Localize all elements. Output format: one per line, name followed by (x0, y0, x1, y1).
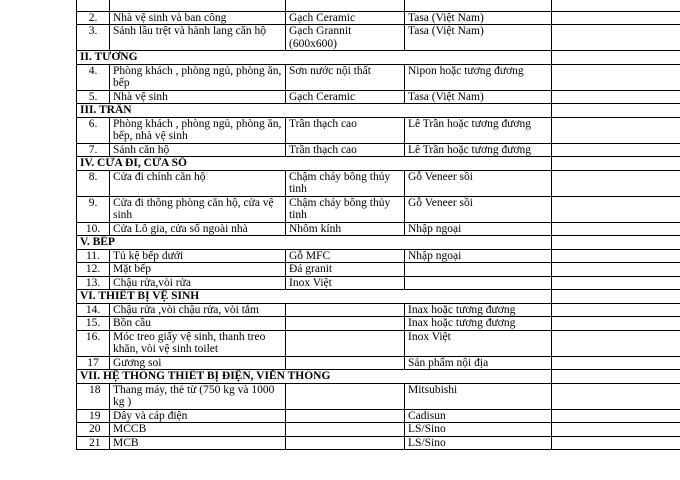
section-title: III. TRẦN (77, 104, 552, 118)
material-cell (286, 409, 405, 423)
table-row (77, 409, 680, 423)
item-number-cell: 6. (77, 117, 110, 143)
item-number-cell: 15. (77, 317, 110, 331)
item-name-cell: Chậu rửa,vòi rửa (110, 276, 286, 290)
table-row (77, 317, 680, 331)
item-number-cell (77, 0, 110, 11)
item-number-cell: 16. (77, 330, 110, 356)
notes-cell (552, 423, 680, 437)
material-cell: Sơn nước nội thất (286, 64, 405, 90)
brand-cell: Mitsubishi (405, 383, 552, 409)
notes-cell (552, 409, 680, 423)
item-name-cell: Nhà vệ sinh (110, 90, 286, 104)
item-number-cell: 12. (77, 263, 110, 277)
item-name-cell: MCB (110, 436, 286, 450)
brand-cell: Tasa (Việt Nam) (405, 11, 552, 25)
item-name-cell: Bồn cầu (110, 317, 286, 331)
section-header-row (77, 370, 680, 384)
item-number-cell: 5. (77, 90, 110, 104)
notes-cell (552, 303, 680, 317)
notes-cell (552, 117, 680, 143)
brand-cell: Cadisun (405, 409, 552, 423)
item-name-cell: Phòng khách , phòng ngủ, phòng ăn, bếp, nhà vệ sinh (110, 117, 286, 143)
notes-cell (552, 157, 680, 171)
table-row (77, 0, 680, 11)
item-name-cell: Phòng khách , phòng ngủ, phòng ăn, bếp (110, 64, 286, 90)
notes-cell (552, 51, 680, 65)
item-name-cell: Gương soi (110, 356, 286, 370)
section-header-row (77, 157, 680, 171)
table-row (77, 356, 680, 370)
section-title: V. BẾP (77, 236, 552, 250)
notes-cell (552, 249, 680, 263)
material-cell (286, 423, 405, 437)
item-number-cell: 2. (77, 11, 110, 25)
brand-cell: Tasa (Việt Nam) (405, 25, 552, 51)
table-row (77, 11, 680, 25)
notes-cell (552, 104, 680, 118)
notes-cell (552, 356, 680, 370)
material-cell (286, 317, 405, 331)
item-name-cell: Cửa đi thông phòng căn hộ, cửa vệ sinh (110, 196, 286, 222)
item-name-cell: Móc treo giấy vệ sinh, thanh treo khăn, vòi vệ sinh toilet (110, 330, 286, 356)
brand-cell: Nhập ngoại (405, 249, 552, 263)
table-row (77, 249, 680, 263)
item-name-cell: Chậu rửa ,vòi chậu rửa, vòi tắm (110, 303, 286, 317)
notes-cell (552, 222, 680, 236)
material-cell: Đá granit (286, 263, 405, 277)
item-name-cell: Tủ kệ bếp dưới (110, 249, 286, 263)
material-cell (286, 330, 405, 356)
section-header-row (77, 51, 680, 65)
item-name-cell: Sảnh căn hộ (110, 143, 286, 157)
material-cell: Trần thạch cao (286, 143, 405, 157)
section-header-row (77, 104, 680, 118)
table-row (77, 303, 680, 317)
section-header-row (77, 290, 680, 304)
item-name-cell: Dây và cáp điện (110, 409, 286, 423)
notes-cell (552, 64, 680, 90)
notes-cell (552, 436, 680, 450)
table-row (77, 330, 680, 356)
section-title: IV. CỬA ĐI, CỬA SỔ (77, 157, 552, 171)
table-row (77, 117, 680, 143)
material-cell: Gạch Ceramic (286, 90, 405, 104)
specification-table (76, 0, 680, 450)
item-name-cell: Sảnh lầu trệt và hành lang căn hộ (110, 25, 286, 51)
item-number-cell: 7. (77, 143, 110, 157)
section-header-row (77, 236, 680, 250)
item-number-cell: 19 (77, 409, 110, 423)
brand-cell: Sản phẩm nội địa (405, 356, 552, 370)
table-row (77, 64, 680, 90)
notes-cell (552, 276, 680, 290)
section-title: VI. THIẾT BỊ VỆ SINH (77, 290, 552, 304)
table-row (77, 436, 680, 450)
brand-cell: LS/Sino (405, 423, 552, 437)
material-cell: Chậm cháy bông thủy tinh (286, 196, 405, 222)
table-row (77, 90, 680, 104)
material-cell (286, 0, 405, 11)
notes-cell (552, 90, 680, 104)
table-row (77, 25, 680, 51)
notes-cell (552, 11, 680, 25)
item-name-cell: MCCB (110, 423, 286, 437)
item-number-cell: 20 (77, 423, 110, 437)
material-cell: Gạch Ceramic (286, 11, 405, 25)
table-row (77, 196, 680, 222)
material-cell: Chậm cháy bông thủy tinh (286, 170, 405, 196)
brand-cell: Inox Việt (405, 330, 552, 356)
item-number-cell: 9. (77, 196, 110, 222)
notes-cell (552, 370, 680, 384)
material-cell: Gạch Grannit (600x600) (286, 25, 405, 51)
notes-cell (552, 25, 680, 51)
brand-cell: Nhập ngoại (405, 222, 552, 236)
material-cell: Inox Việt (286, 276, 405, 290)
brand-cell: Inax hoặc tương đương (405, 303, 552, 317)
table-row (77, 276, 680, 290)
brand-cell: Lê Trần hoặc tương đương (405, 117, 552, 143)
notes-cell (552, 143, 680, 157)
brand-cell (405, 0, 552, 11)
material-cell (286, 383, 405, 409)
table-row (77, 383, 680, 409)
notes-cell (552, 330, 680, 356)
item-number-cell: 18 (77, 383, 110, 409)
brand-cell: Lê Trần hoặc tương đương (405, 143, 552, 157)
item-number-cell: 21 (77, 436, 110, 450)
brand-cell: Nipon hoặc tương đương (405, 64, 552, 90)
item-number-cell: 8. (77, 170, 110, 196)
item-number-cell: 17 (77, 356, 110, 370)
item-number-cell: 14. (77, 303, 110, 317)
material-cell (286, 303, 405, 317)
table-row (77, 222, 680, 236)
brand-cell: Inax hoặc tương đương (405, 317, 552, 331)
item-name-cell: Mặt bếp (110, 263, 286, 277)
item-number-cell: 4. (77, 64, 110, 90)
brand-cell: Gỗ Veneer sồi (405, 170, 552, 196)
item-name-cell: Thang máy, thẻ từ (750 kg và 1000 kg ) (110, 383, 286, 409)
table-row (77, 143, 680, 157)
notes-cell (552, 196, 680, 222)
brand-cell: LS/Sino (405, 436, 552, 450)
brand-cell: Tasa (Việt Nam) (405, 90, 552, 104)
notes-cell (552, 383, 680, 409)
item-name-cell (110, 0, 286, 11)
brand-cell (405, 276, 552, 290)
brand-cell: Gỗ Veneer sồi (405, 196, 552, 222)
notes-cell (552, 170, 680, 196)
material-cell: Trần thạch cao (286, 117, 405, 143)
table-row (77, 170, 680, 196)
brand-cell (405, 263, 552, 277)
item-name-cell: Cửa Lô gia, cửa sổ ngoài nhà (110, 222, 286, 236)
material-cell: Gỗ MFC (286, 249, 405, 263)
notes-cell (552, 317, 680, 331)
item-number-cell: 11. (77, 249, 110, 263)
material-cell: Nhôm kính (286, 222, 405, 236)
material-cell (286, 436, 405, 450)
item-number-cell: 3. (77, 25, 110, 51)
section-title: II. TƯỜNG (77, 51, 552, 65)
item-number-cell: 13. (77, 276, 110, 290)
notes-cell (552, 290, 680, 304)
notes-cell (552, 236, 680, 250)
section-title: VII. HỆ THỐNG THIẾT BỊ ĐIỆN, VIỄN THÔNG (77, 370, 552, 384)
item-number-cell: 10. (77, 222, 110, 236)
table-row (77, 423, 680, 437)
specification-table-body (77, 0, 680, 450)
notes-cell (552, 0, 680, 11)
material-cell (286, 356, 405, 370)
table-row (77, 263, 680, 277)
item-name-cell: Nhà vệ sinh và ban công (110, 11, 286, 25)
notes-cell (552, 263, 680, 277)
item-name-cell: Cửa đi chính căn hộ (110, 170, 286, 196)
